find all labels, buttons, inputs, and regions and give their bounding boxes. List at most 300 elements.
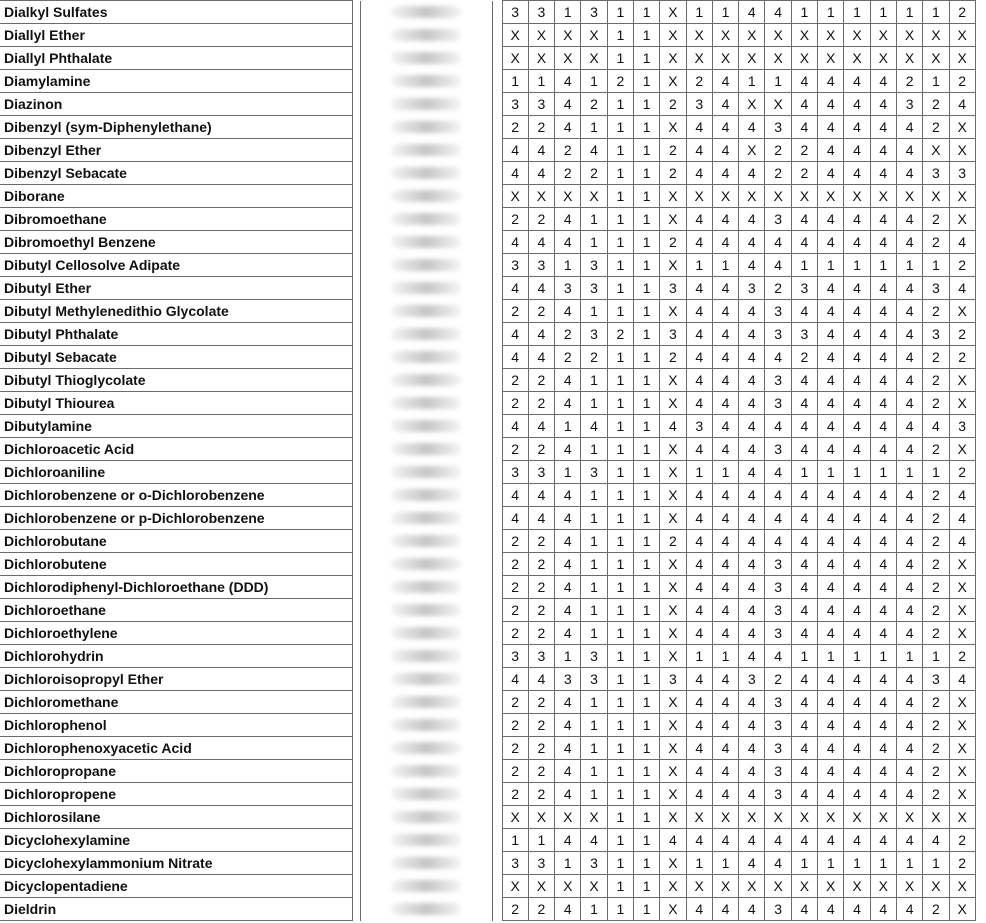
rating-cell: 4 bbox=[844, 208, 870, 231]
table-row bbox=[0, 599, 975, 622]
rating-cell: 4 bbox=[896, 576, 922, 599]
rating-cell: 1 bbox=[633, 714, 659, 737]
rating-cell: 4 bbox=[686, 553, 712, 576]
rating-cell: 4 bbox=[844, 415, 870, 438]
rating-cell: X bbox=[712, 806, 738, 829]
table-row bbox=[0, 254, 975, 277]
rating-cell: 1 bbox=[607, 231, 633, 254]
rating-cell: 4 bbox=[896, 231, 922, 254]
rating-cell: 4 bbox=[844, 369, 870, 392]
table-row bbox=[0, 70, 975, 93]
rating-cell: 4 bbox=[555, 392, 581, 415]
column-spacer bbox=[352, 208, 360, 231]
rating-cell: 4 bbox=[555, 507, 581, 530]
rating-cell: 3 bbox=[765, 783, 791, 806]
chemical-name-cell: Dichlorobenzene or o-Dichlorobenzene bbox=[0, 484, 352, 507]
rating-cell: 4 bbox=[896, 760, 922, 783]
rating-cell: 1 bbox=[607, 783, 633, 806]
table-row bbox=[0, 24, 975, 47]
rating-cell: 4 bbox=[712, 622, 738, 645]
rating-cell: X bbox=[765, 806, 791, 829]
rating-cell: 4 bbox=[818, 346, 844, 369]
rating-cell: 3 bbox=[739, 668, 765, 691]
rating-cell: 2 bbox=[765, 668, 791, 691]
rating-cell: X bbox=[818, 185, 844, 208]
rating-cell: 4 bbox=[686, 599, 712, 622]
rating-cell: 2 bbox=[765, 277, 791, 300]
chemical-name-cell: Dichlorophenol bbox=[0, 714, 352, 737]
rating-cell: X bbox=[660, 737, 686, 760]
rating-cell: 1 bbox=[923, 1, 949, 24]
rating-cell: 4 bbox=[818, 162, 844, 185]
rating-cell: 4 bbox=[844, 737, 870, 760]
rating-cell: X bbox=[555, 24, 581, 47]
rating-cell: 3 bbox=[765, 300, 791, 323]
column-spacer bbox=[352, 691, 360, 714]
rating-cell: 1 bbox=[581, 507, 607, 530]
rating-cell: 2 bbox=[791, 346, 817, 369]
rating-cell: 4 bbox=[765, 461, 791, 484]
rating-cell: 3 bbox=[765, 438, 791, 461]
column-spacer bbox=[492, 300, 502, 323]
rating-cell: 4 bbox=[870, 231, 896, 254]
rating-cell: 4 bbox=[896, 392, 922, 415]
rating-cell: 4 bbox=[844, 714, 870, 737]
table-row bbox=[0, 645, 975, 668]
rating-cell: 4 bbox=[739, 484, 765, 507]
column-spacer bbox=[492, 852, 502, 875]
rating-cell: 3 bbox=[502, 1, 528, 24]
rating-cell: 4 bbox=[712, 116, 738, 139]
column-spacer bbox=[352, 47, 360, 70]
rating-cell: 1 bbox=[633, 875, 659, 898]
rating-cell: 2 bbox=[660, 139, 686, 162]
rating-cell: 2 bbox=[528, 553, 554, 576]
rating-cell: 1 bbox=[765, 70, 791, 93]
rating-cell: 4 bbox=[818, 415, 844, 438]
rating-cell: 1 bbox=[607, 47, 633, 70]
rating-cell: 1 bbox=[712, 461, 738, 484]
rating-cell: 4 bbox=[765, 645, 791, 668]
redacted-id-cell bbox=[360, 231, 492, 254]
rating-cell: 4 bbox=[791, 415, 817, 438]
rating-cell: 4 bbox=[791, 553, 817, 576]
rating-cell: 4 bbox=[844, 507, 870, 530]
rating-cell: X bbox=[818, 24, 844, 47]
rating-cell: 1 bbox=[633, 599, 659, 622]
redacted-id-cell bbox=[360, 484, 492, 507]
column-spacer bbox=[352, 829, 360, 852]
rating-cell: 1 bbox=[502, 829, 528, 852]
redacted-blur bbox=[391, 282, 461, 294]
rating-cell: 2 bbox=[528, 438, 554, 461]
rating-cell: 4 bbox=[686, 346, 712, 369]
table-row bbox=[0, 530, 975, 553]
rating-cell: 1 bbox=[844, 461, 870, 484]
redacted-blur bbox=[391, 903, 461, 915]
rating-cell: 2 bbox=[896, 70, 922, 93]
rating-cell: 2 bbox=[581, 93, 607, 116]
chemical-name-cell: Dichloroethylene bbox=[0, 622, 352, 645]
table-row bbox=[0, 783, 975, 806]
column-spacer bbox=[492, 323, 502, 346]
rating-cell: 4 bbox=[896, 369, 922, 392]
rating-cell: X bbox=[581, 806, 607, 829]
redacted-blur bbox=[391, 834, 461, 846]
rating-cell: 4 bbox=[739, 530, 765, 553]
rating-cell: 3 bbox=[765, 898, 791, 921]
rating-cell: 1 bbox=[633, 898, 659, 921]
rating-cell: 4 bbox=[791, 438, 817, 461]
rating-cell: X bbox=[739, 47, 765, 70]
redacted-blur bbox=[391, 788, 461, 800]
rating-cell: 1 bbox=[633, 553, 659, 576]
rating-cell: 2 bbox=[923, 599, 949, 622]
table-row bbox=[0, 162, 975, 185]
rating-cell: 2 bbox=[502, 300, 528, 323]
rating-cell: X bbox=[923, 24, 949, 47]
rating-cell: 4 bbox=[555, 369, 581, 392]
column-spacer bbox=[352, 139, 360, 162]
rating-cell: 4 bbox=[712, 760, 738, 783]
redacted-id-cell bbox=[360, 461, 492, 484]
rating-cell: 4 bbox=[870, 737, 896, 760]
rating-cell: 2 bbox=[502, 622, 528, 645]
column-spacer bbox=[352, 852, 360, 875]
rating-cell: 1 bbox=[607, 622, 633, 645]
rating-cell: X bbox=[949, 714, 975, 737]
rating-cell: X bbox=[660, 599, 686, 622]
rating-cell: 1 bbox=[581, 392, 607, 415]
rating-cell: 2 bbox=[949, 323, 975, 346]
redacted-id-cell bbox=[360, 277, 492, 300]
rating-cell: 4 bbox=[791, 369, 817, 392]
rating-cell: 3 bbox=[765, 208, 791, 231]
column-spacer bbox=[352, 415, 360, 438]
rating-cell: 4 bbox=[791, 208, 817, 231]
rating-cell: 4 bbox=[844, 93, 870, 116]
rating-cell: 1 bbox=[633, 231, 659, 254]
redacted-blur bbox=[391, 742, 461, 754]
rating-cell: 4 bbox=[502, 415, 528, 438]
redacted-id-cell bbox=[360, 415, 492, 438]
column-spacer bbox=[492, 829, 502, 852]
rating-cell: 4 bbox=[818, 369, 844, 392]
rating-cell: X bbox=[686, 185, 712, 208]
column-spacer bbox=[492, 484, 502, 507]
rating-cell: 4 bbox=[949, 484, 975, 507]
rating-cell: 1 bbox=[607, 898, 633, 921]
redacted-id-cell bbox=[360, 898, 492, 921]
rating-cell: 4 bbox=[844, 392, 870, 415]
rating-cell: X bbox=[712, 185, 738, 208]
rating-cell: X bbox=[660, 875, 686, 898]
rating-cell: 1 bbox=[633, 93, 659, 116]
rating-cell: 4 bbox=[870, 369, 896, 392]
rating-cell: 4 bbox=[818, 829, 844, 852]
rating-cell: 1 bbox=[633, 346, 659, 369]
rating-cell: 4 bbox=[818, 622, 844, 645]
rating-cell: 2 bbox=[502, 737, 528, 760]
rating-cell: 1 bbox=[607, 438, 633, 461]
chemical-name-cell: Dichloroethane bbox=[0, 599, 352, 622]
rating-cell: 4 bbox=[949, 93, 975, 116]
rating-cell: 1 bbox=[607, 254, 633, 277]
rating-cell: 3 bbox=[765, 599, 791, 622]
rating-cell: X bbox=[949, 898, 975, 921]
redacted-id-cell bbox=[360, 93, 492, 116]
rating-cell: 4 bbox=[870, 599, 896, 622]
rating-cell: 2 bbox=[949, 852, 975, 875]
rating-cell: 4 bbox=[818, 300, 844, 323]
rating-cell: X bbox=[660, 553, 686, 576]
rating-cell: 4 bbox=[818, 507, 844, 530]
rating-cell: 1 bbox=[844, 852, 870, 875]
redacted-id-cell bbox=[360, 47, 492, 70]
column-spacer bbox=[492, 415, 502, 438]
rating-cell: 1 bbox=[870, 461, 896, 484]
rating-cell: X bbox=[555, 806, 581, 829]
column-spacer bbox=[492, 1, 502, 24]
rating-cell: 1 bbox=[844, 1, 870, 24]
rating-cell: X bbox=[896, 24, 922, 47]
rating-cell: 4 bbox=[555, 737, 581, 760]
rating-cell: 4 bbox=[870, 760, 896, 783]
rating-cell: X bbox=[528, 24, 554, 47]
rating-cell: 3 bbox=[765, 116, 791, 139]
rating-cell: 4 bbox=[581, 139, 607, 162]
table-row bbox=[0, 392, 975, 415]
rating-cell: 3 bbox=[581, 277, 607, 300]
rating-cell: 4 bbox=[923, 829, 949, 852]
column-spacer bbox=[352, 70, 360, 93]
column-spacer bbox=[352, 484, 360, 507]
chemical-name-cell: Diamylamine bbox=[0, 70, 352, 93]
rating-cell: 1 bbox=[896, 852, 922, 875]
rating-cell: 4 bbox=[844, 323, 870, 346]
rating-cell: 3 bbox=[502, 254, 528, 277]
table-row bbox=[0, 553, 975, 576]
rating-cell: X bbox=[660, 1, 686, 24]
rating-cell: 1 bbox=[555, 415, 581, 438]
chemical-name-cell: Dibenzyl (sym-Diphenylethane) bbox=[0, 116, 352, 139]
rating-cell: 1 bbox=[818, 1, 844, 24]
rating-cell: 4 bbox=[660, 415, 686, 438]
rating-cell: 4 bbox=[686, 760, 712, 783]
rating-cell: X bbox=[791, 47, 817, 70]
column-spacer bbox=[352, 553, 360, 576]
rating-cell: 2 bbox=[923, 116, 949, 139]
rating-cell: 4 bbox=[870, 93, 896, 116]
rating-cell: 4 bbox=[949, 231, 975, 254]
rating-cell: 1 bbox=[581, 70, 607, 93]
column-spacer bbox=[352, 438, 360, 461]
table-row bbox=[0, 300, 975, 323]
rating-cell: 4 bbox=[870, 300, 896, 323]
rating-cell: 4 bbox=[844, 162, 870, 185]
rating-cell: X bbox=[660, 576, 686, 599]
rating-cell: X bbox=[739, 93, 765, 116]
column-spacer bbox=[492, 162, 502, 185]
column-spacer bbox=[352, 668, 360, 691]
rating-cell: 2 bbox=[923, 691, 949, 714]
rating-cell: X bbox=[949, 24, 975, 47]
rating-cell: 1 bbox=[818, 645, 844, 668]
chemical-name-cell: Dibutyl Cellosolve Adipate bbox=[0, 254, 352, 277]
rating-cell: 4 bbox=[712, 208, 738, 231]
rating-cell: X bbox=[765, 47, 791, 70]
rating-cell: 4 bbox=[844, 829, 870, 852]
rating-cell: 4 bbox=[949, 507, 975, 530]
rating-cell: 3 bbox=[765, 323, 791, 346]
rating-cell: X bbox=[660, 300, 686, 323]
rating-cell: 4 bbox=[818, 392, 844, 415]
redacted-id-cell bbox=[360, 852, 492, 875]
rating-cell: 4 bbox=[791, 392, 817, 415]
rating-cell: 4 bbox=[896, 139, 922, 162]
column-spacer bbox=[352, 277, 360, 300]
rating-cell: 3 bbox=[949, 162, 975, 185]
column-spacer bbox=[352, 875, 360, 898]
rating-cell: 2 bbox=[949, 1, 975, 24]
rating-cell: 4 bbox=[739, 461, 765, 484]
redacted-id-cell bbox=[360, 369, 492, 392]
rating-cell: 2 bbox=[502, 438, 528, 461]
rating-cell: 4 bbox=[528, 277, 554, 300]
rating-cell: 1 bbox=[633, 277, 659, 300]
rating-cell: 4 bbox=[791, 300, 817, 323]
rating-cell: 4 bbox=[791, 829, 817, 852]
rating-cell: 4 bbox=[686, 714, 712, 737]
rating-cell: 1 bbox=[581, 553, 607, 576]
rating-cell: X bbox=[791, 806, 817, 829]
rating-cell: X bbox=[896, 875, 922, 898]
rating-cell: 4 bbox=[896, 162, 922, 185]
rating-cell: 2 bbox=[923, 576, 949, 599]
redacted-blur bbox=[391, 98, 461, 110]
redacted-id-cell bbox=[360, 783, 492, 806]
rating-cell: 4 bbox=[712, 346, 738, 369]
rating-cell: 2 bbox=[502, 714, 528, 737]
rating-cell: 4 bbox=[712, 415, 738, 438]
rating-cell: 3 bbox=[791, 323, 817, 346]
rating-cell: 4 bbox=[818, 438, 844, 461]
redacted-blur bbox=[391, 650, 461, 662]
redacted-id-cell bbox=[360, 70, 492, 93]
rating-cell: 4 bbox=[502, 484, 528, 507]
rating-cell: 1 bbox=[818, 461, 844, 484]
rating-cell: 1 bbox=[581, 599, 607, 622]
rating-cell: 1 bbox=[581, 438, 607, 461]
rating-cell: 4 bbox=[555, 898, 581, 921]
rating-cell: 4 bbox=[870, 668, 896, 691]
rating-cell: 4 bbox=[686, 392, 712, 415]
rating-cell: 1 bbox=[712, 645, 738, 668]
rating-cell: 4 bbox=[660, 829, 686, 852]
rating-cell: 4 bbox=[739, 208, 765, 231]
rating-cell: 4 bbox=[502, 507, 528, 530]
rating-cell: 1 bbox=[607, 645, 633, 668]
rating-cell: 4 bbox=[528, 507, 554, 530]
table-row bbox=[0, 231, 975, 254]
redacted-id-cell bbox=[360, 553, 492, 576]
rating-cell: 4 bbox=[555, 760, 581, 783]
rating-cell: 4 bbox=[686, 898, 712, 921]
table-row bbox=[0, 829, 975, 852]
rating-cell: 3 bbox=[923, 323, 949, 346]
rating-cell: 1 bbox=[607, 461, 633, 484]
column-spacer bbox=[352, 323, 360, 346]
rating-cell: 4 bbox=[896, 599, 922, 622]
rating-cell: 4 bbox=[870, 346, 896, 369]
table-row bbox=[0, 93, 975, 116]
column-spacer bbox=[352, 760, 360, 783]
rating-cell: 2 bbox=[502, 530, 528, 553]
column-spacer bbox=[492, 576, 502, 599]
column-spacer bbox=[352, 24, 360, 47]
column-spacer bbox=[492, 553, 502, 576]
rating-cell: 2 bbox=[660, 162, 686, 185]
rating-cell: X bbox=[660, 507, 686, 530]
rating-cell: 4 bbox=[896, 783, 922, 806]
rating-cell: 3 bbox=[765, 392, 791, 415]
rating-cell: 4 bbox=[791, 691, 817, 714]
rating-cell: 4 bbox=[686, 507, 712, 530]
rating-cell: X bbox=[660, 369, 686, 392]
rating-cell: 4 bbox=[844, 576, 870, 599]
redacted-id-cell bbox=[360, 714, 492, 737]
rating-cell: 4 bbox=[739, 645, 765, 668]
rating-cell: 4 bbox=[870, 783, 896, 806]
redacted-blur bbox=[391, 167, 461, 179]
chemical-name-cell: Dibutyl Methylenedithio Glycolate bbox=[0, 300, 352, 323]
rating-cell: 1 bbox=[686, 852, 712, 875]
rating-cell: 1 bbox=[686, 645, 712, 668]
column-spacer bbox=[352, 369, 360, 392]
rating-cell: 4 bbox=[818, 277, 844, 300]
redacted-id-cell bbox=[360, 599, 492, 622]
column-spacer bbox=[492, 93, 502, 116]
rating-cell: 4 bbox=[870, 70, 896, 93]
rating-cell: 4 bbox=[896, 553, 922, 576]
chemical-name-cell: Dichloroacetic Acid bbox=[0, 438, 352, 461]
rating-cell: 2 bbox=[555, 139, 581, 162]
column-spacer bbox=[352, 530, 360, 553]
rating-cell: 1 bbox=[607, 346, 633, 369]
rating-cell: 4 bbox=[712, 139, 738, 162]
rating-cell: X bbox=[949, 208, 975, 231]
rating-cell: 2 bbox=[555, 346, 581, 369]
rating-cell: 4 bbox=[712, 553, 738, 576]
chemical-name-cell: Dibenzyl Sebacate bbox=[0, 162, 352, 185]
rating-cell: 4 bbox=[739, 254, 765, 277]
rating-cell: 1 bbox=[633, 576, 659, 599]
rating-cell: 2 bbox=[502, 576, 528, 599]
redacted-blur bbox=[391, 305, 461, 317]
rating-cell: 4 bbox=[555, 208, 581, 231]
rating-cell: 4 bbox=[739, 116, 765, 139]
rating-cell: 4 bbox=[502, 323, 528, 346]
rating-cell: 4 bbox=[791, 898, 817, 921]
rating-cell: 4 bbox=[870, 622, 896, 645]
rating-cell: 1 bbox=[607, 208, 633, 231]
rating-cell: X bbox=[660, 783, 686, 806]
rating-cell: X bbox=[502, 47, 528, 70]
rating-cell: 4 bbox=[923, 415, 949, 438]
rating-cell: 2 bbox=[660, 530, 686, 553]
rating-cell: 1 bbox=[633, 783, 659, 806]
rating-cell: 4 bbox=[712, 783, 738, 806]
